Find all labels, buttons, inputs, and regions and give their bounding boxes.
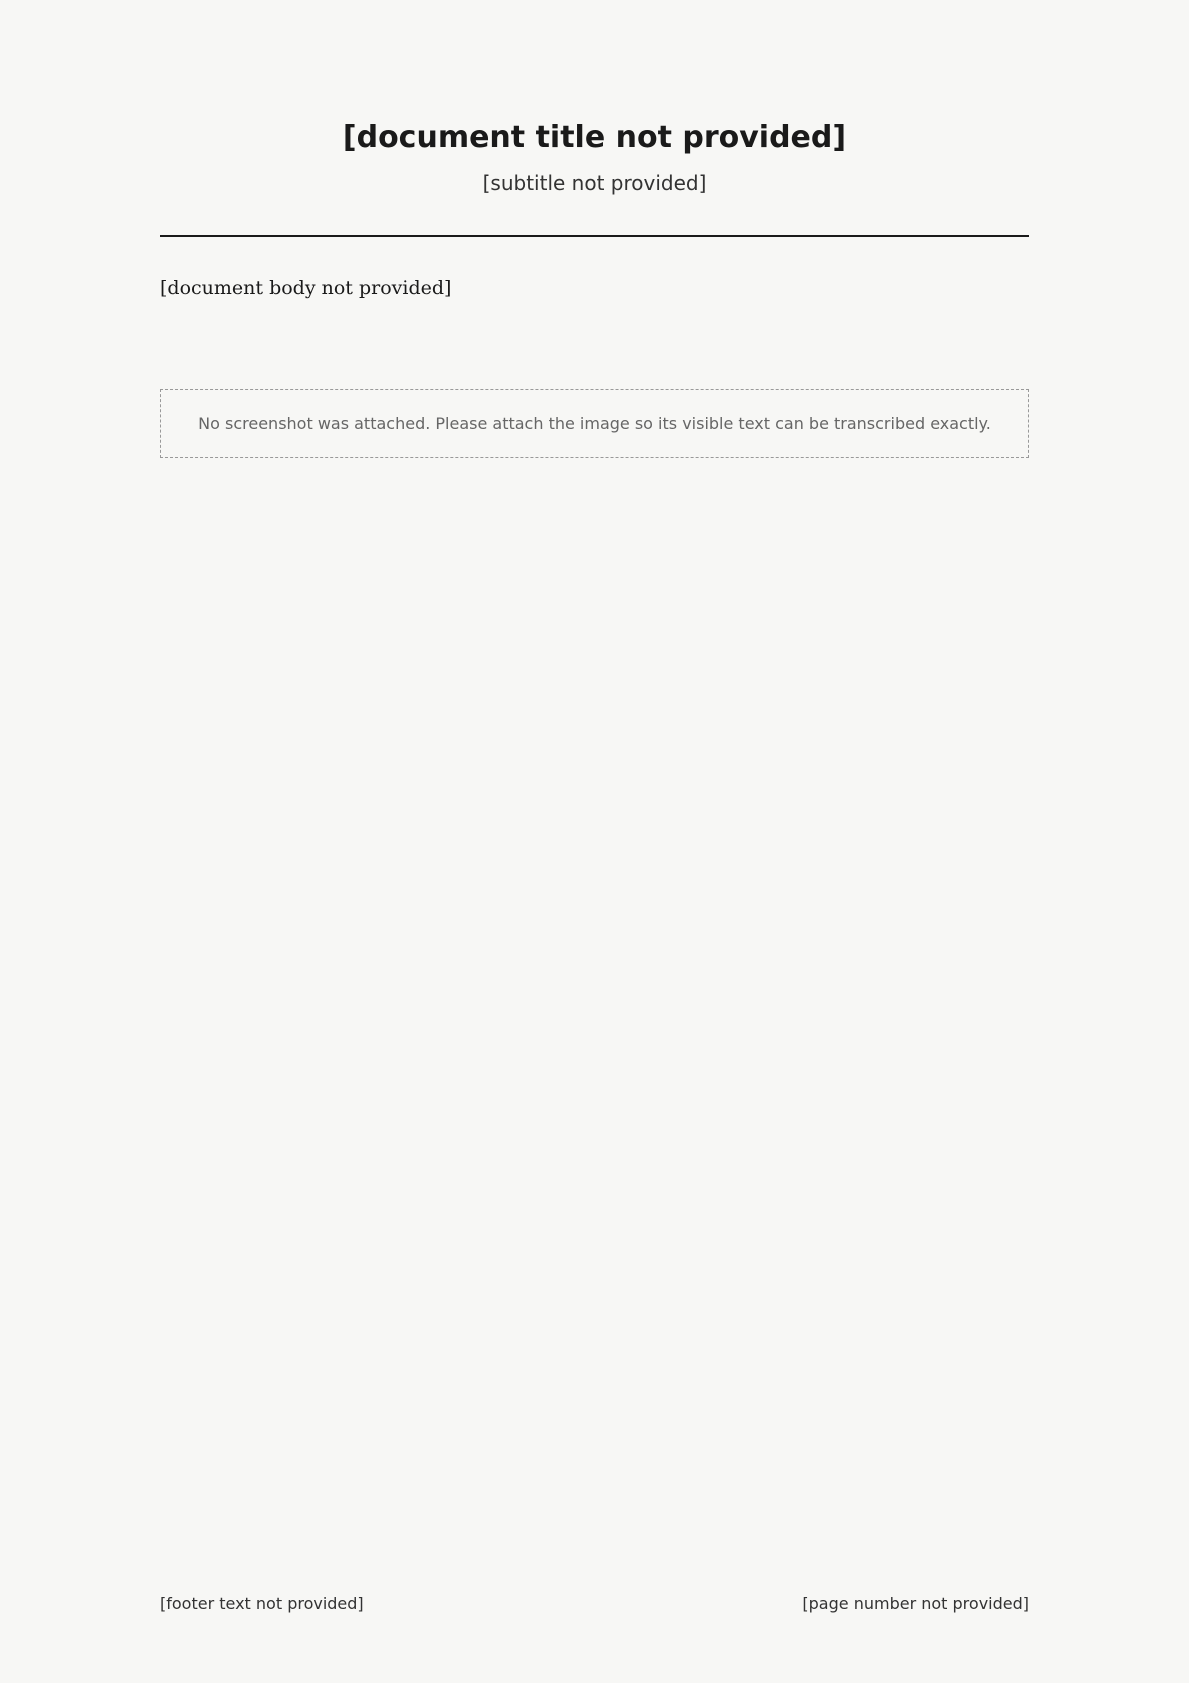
document-header bbox=[160, 120, 1029, 195]
document-footer bbox=[160, 1594, 1029, 1613]
header-divider bbox=[160, 235, 1029, 237]
page-number: [page number not provided] bbox=[802, 1594, 1029, 1613]
missing-image-notice: No screenshot was attached. Please attach the image so its visible text can be transcribed exactly. bbox=[160, 389, 1029, 458]
document-body: [document body not provided] bbox=[160, 277, 452, 299]
document-title: [document title not provided] bbox=[342, 120, 847, 155]
document-subtitle: [subtitle not provided] bbox=[482, 171, 707, 195]
footer-left-text: [footer text not provided] bbox=[160, 1594, 364, 1613]
